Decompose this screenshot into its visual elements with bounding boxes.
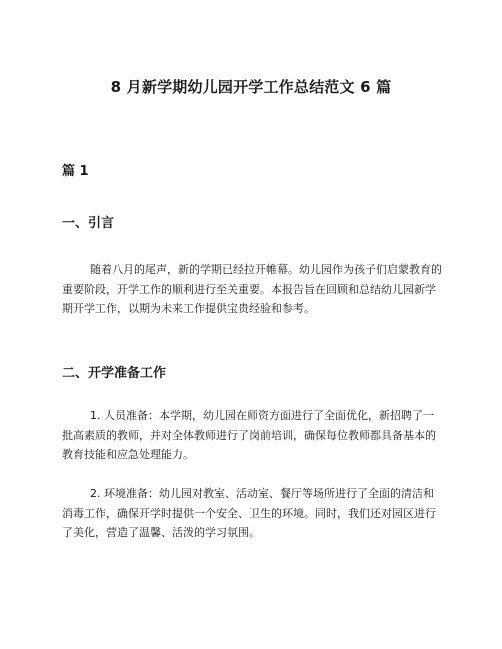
document-title: 8 月新学期幼儿园开学工作总结范文 6 篇 [110,78,392,96]
section-heading-introduction: 一、引言 [62,216,115,231]
paragraph-staff-preparation: 1. 人员准备：本学期，幼儿园在师资方面进行了全面优化，新招聘了一批高素质的教师，并对全体教师进行了岗前培训，确保每位教师都具备基本的教育技能和应急处理能力。 [62,409,436,461]
section-heading-preparation: 二、开学准备工作 [62,366,167,381]
part-label: 篇 1 [62,164,89,179]
paragraph-environment-preparation: 2. 环境准备：幼儿园对教室、活动室、餐厅等场所进行了全面的清洁和消毒工作，确保开学时提供一个安全、卫生的环境。同时，我们还对园区进行了美化，营造了温馨、活泼的学习氛围。 [62,487,436,539]
paragraph-introduction: 随着八月的尾声，新的学期已经拉开帷幕。幼儿园作为孩子们启蒙教育的重要阶段，开学工作的顺利进行至关重要。本报告旨在回顾和总结幼儿园新学期开学工作，以期为未来工作提供宝贵经验和参考。 [62,263,442,315]
